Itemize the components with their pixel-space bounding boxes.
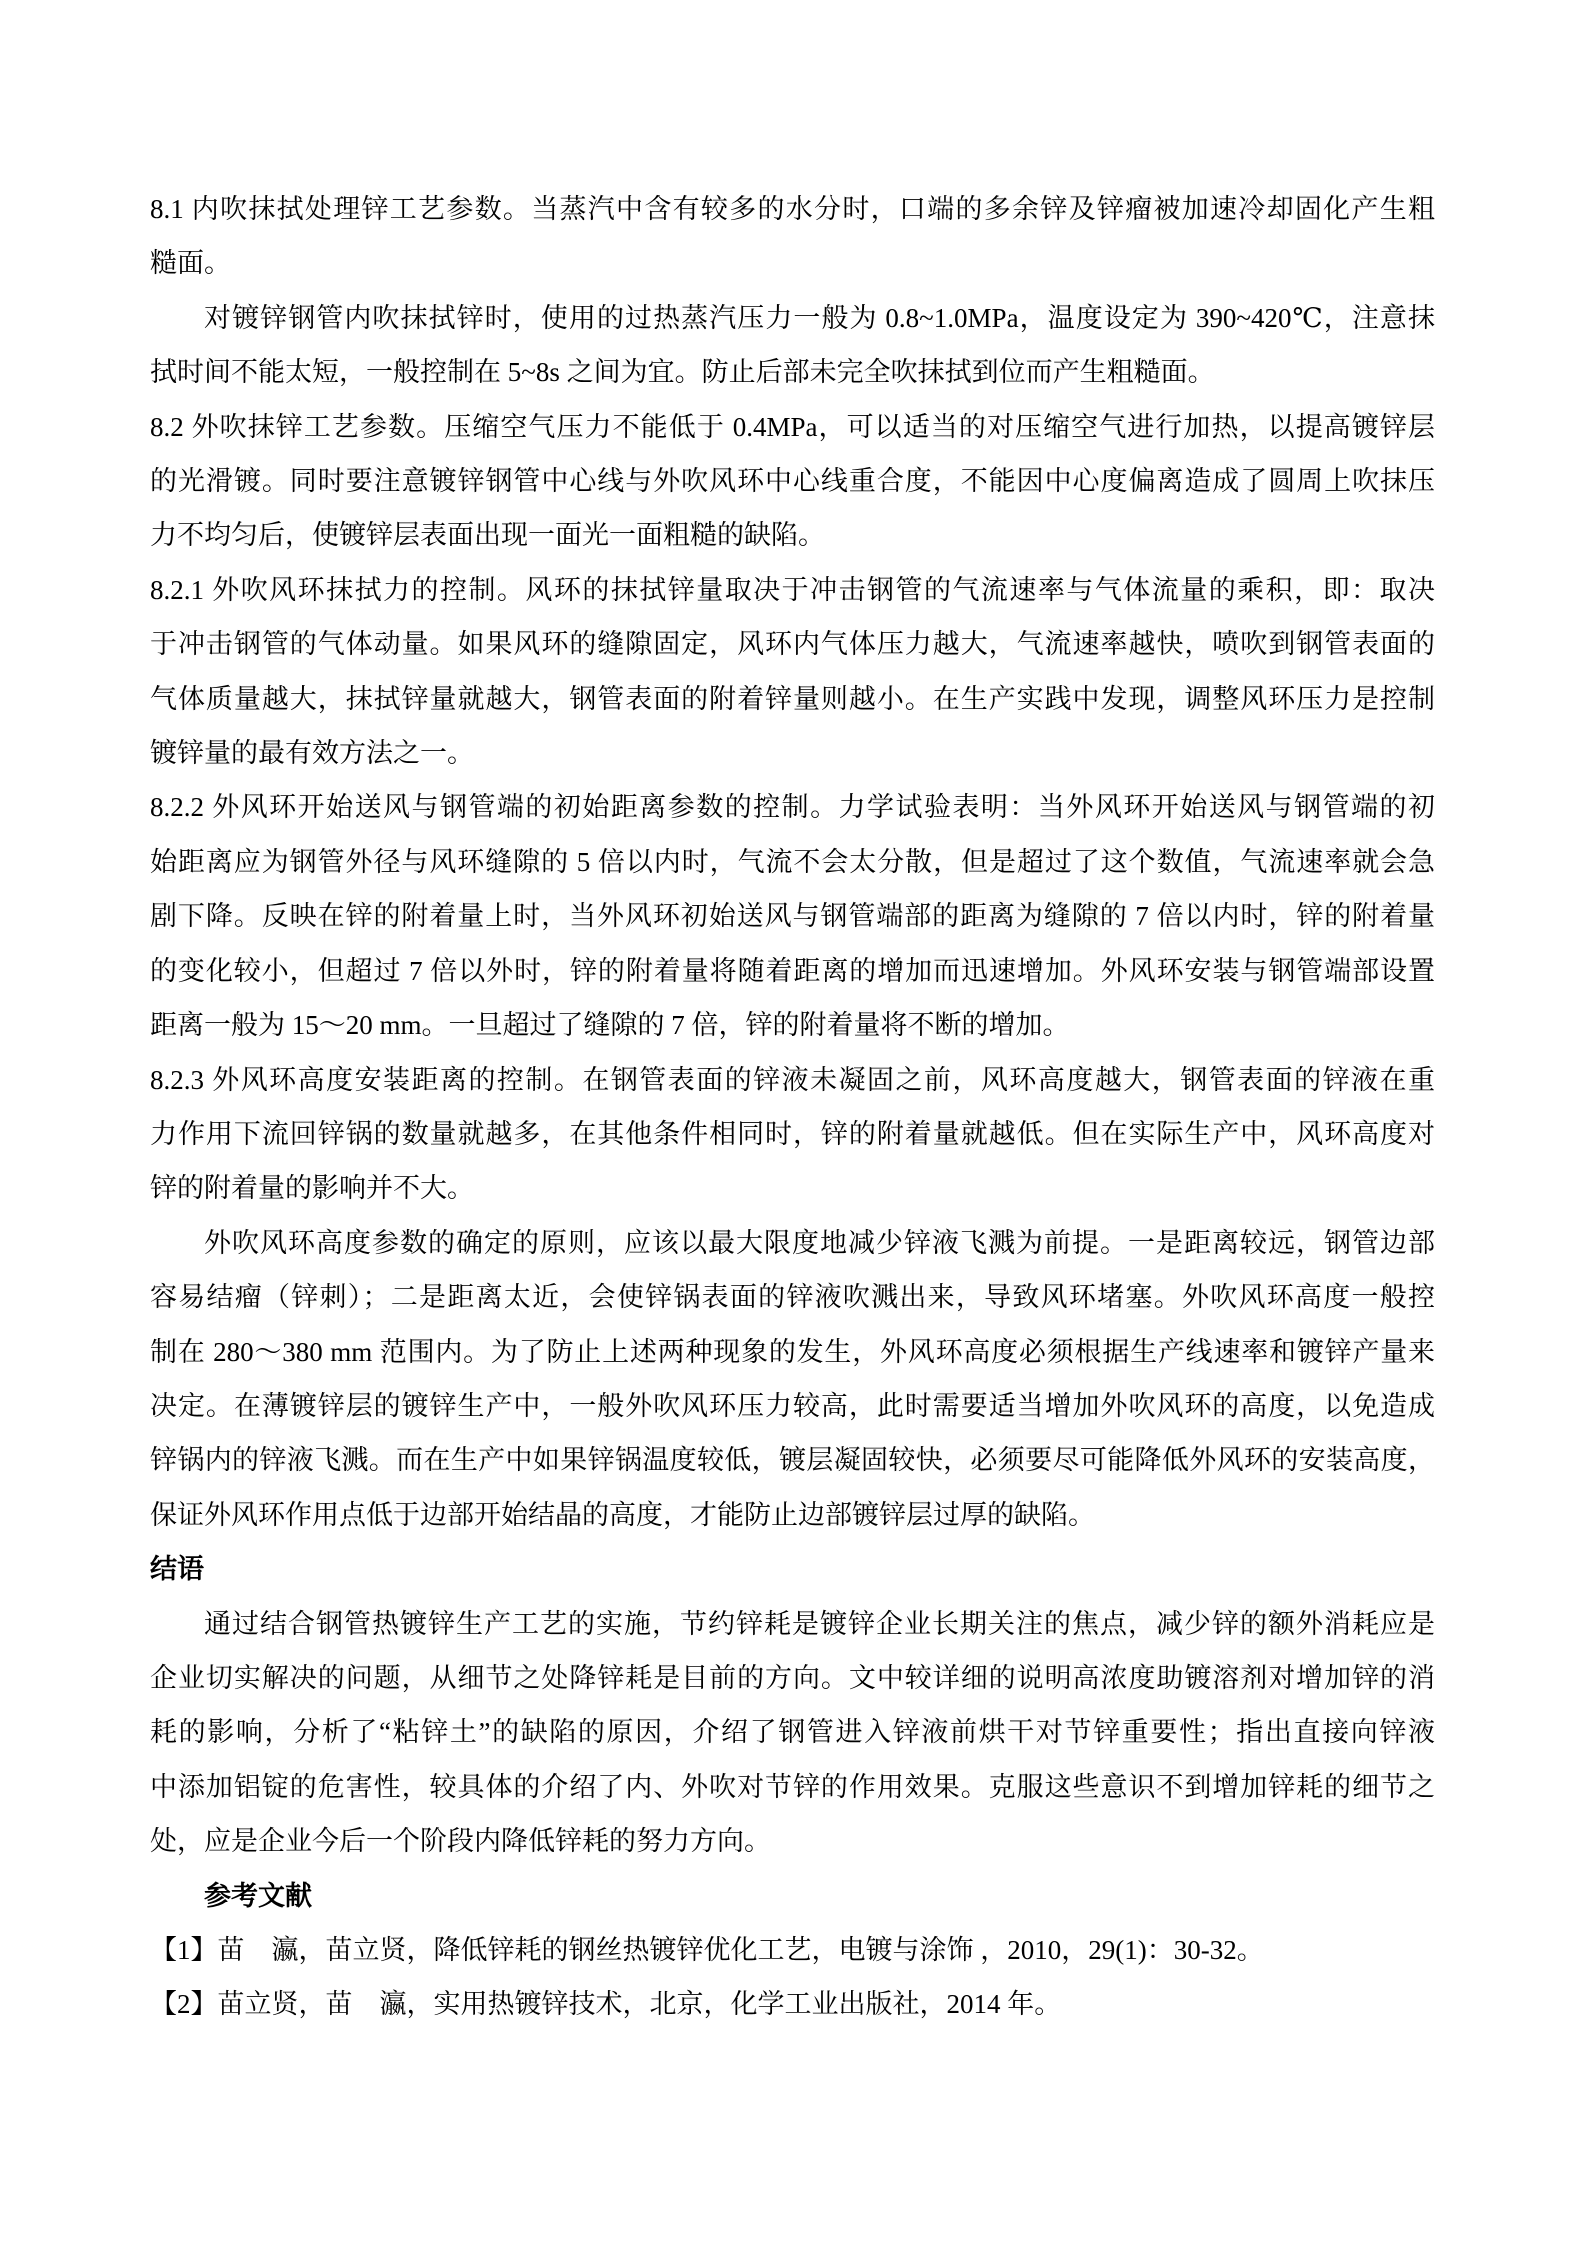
text-line: 容易结瘤（锌刺）；二是距离太近，会使锌锅表面的锌液吹溅出来，导致风环堵塞。外吹风环高度一般控 — [150, 1282, 1435, 1313]
section-heading: 结语 — [150, 1554, 204, 1585]
text-line: 中添加铝锭的危害性，较具体的介绍了内、外吹对节锌的作用效果。克服这些意识不到增加锌耗的细节之 — [150, 1771, 1435, 1802]
text-line: 剧下降。反映在锌的附着量上时，当外风环初始送风与钢管端部的距离为缝隙的 7 倍以内时，锌的附着量 — [150, 901, 1435, 932]
text-line: 【2】苗立贤，苗 瀛，实用热镀锌技术，北京，化学工业出版社，2014 年。 — [150, 1989, 1062, 2020]
text-line: 【1】苗 瀛，苗立贤，降低锌耗的钢丝热镀锌优化工艺，电镀与涂饰 ，2010，29(1)：30-32。 — [150, 1935, 1264, 1965]
text-line: 企业切实解决的问题，从细节之处降锌耗是目前的方向。文中较详细的说明高浓度助镀溶剂对增加锌的消 — [150, 1662, 1435, 1693]
text-line: 决定。在薄镀锌层的镀锌生产中，一般外吹风环压力较高，此时需要适当增加外吹风环的高度，以免造成 — [150, 1390, 1435, 1421]
text-line: 8.2.2 外风环开始送风与钢管端的初始距离参数的控制。力学试验表明：当外风环开始送风与钢管端的初 — [150, 792, 1435, 823]
text-line: 处，应是企业今后一个阶段内降低锌耗的努力方向。 — [150, 1826, 771, 1857]
text-line: 糙面。 — [150, 248, 231, 279]
text-line: 8.2.1 外吹风环抹拭力的控制。风环的抹拭锌量取决于冲击钢管的气流速率与气体流量的乘积，即：取决 — [150, 574, 1435, 605]
text-line: 8.2.3 外风环高度安装距离的控制。在钢管表面的锌液未凝固之前，风环高度越大，钢管表面的锌液在重 — [150, 1064, 1435, 1095]
text-line: 耗的影响，分析了“粘锌土”的缺陷的原因，介绍了钢管进入锌液前烘干对节锌重要性；指出直接向锌液 — [150, 1717, 1435, 1748]
text-line: 距离一般为 15～20 mm。一旦超过了缝隙的 7 倍，锌的附着量将不断的增加。 — [150, 1010, 1070, 1041]
text-line: 镀锌量的最有效方法之一。 — [150, 738, 474, 769]
text-line: 通过结合钢管热镀锌生产工艺的实施，节约锌耗是镀锌企业长期关注的焦点，减少锌的额外消耗应是 — [204, 1608, 1435, 1639]
text-line: 始距离应为钢管外径与风环缝隙的 5 倍以内时，气流不会太分散，但是超过了这个数值，气流速率就会急 — [150, 846, 1435, 877]
text-line: 8.2 外吹抹锌工艺参数。压缩空气压力不能低于 0.4MPa，可以适当的对压缩空气进行加热，以提高镀锌层 — [150, 411, 1435, 442]
text-line: 拭时间不能太短，一般控制在 5~8s 之间为宜。防止后部未完全吹抹拭到位而产生粗糙面。 — [150, 357, 1215, 388]
text-line: 对镀锌钢管内吹抹拭锌时，使用的过热蒸汽压力一般为 0.8~1.0MPa，温度设定为 390~420℃，注意抹 — [204, 302, 1435, 333]
text-line: 力作用下流回锌锅的数量就越多，在其他条件相同时，锌的附着量就越低。但在实际生产中，风环高度对 — [150, 1118, 1435, 1149]
text-line: 8.1 内吹抹拭处理锌工艺参数。当蒸汽中含有较多的水分时，口端的多余锌及锌瘤被加速冷却固化产生粗 — [150, 194, 1435, 224]
text-line: 的变化较小，但超过 7 倍以外时，锌的附着量将随着距离的增加而迅速增加。外风环安装与钢管端部设置 — [150, 955, 1435, 986]
text-line: 于冲击钢管的气体动量。如果风环的缝隙固定，风环内气体压力越大，气流速率越快，喷吹到钢管表面的 — [150, 629, 1435, 660]
text-line: 气体质量越大，抹拭锌量就越大，钢管表面的附着锌量则越小。在生产实践中发现，调整风环压力是控制 — [150, 683, 1435, 714]
text-line: 锌锅内的锌液飞溅。而在生产中如果锌锅温度较低，镀层凝固较快，必须要尽可能降低外风环的安装高度， — [150, 1445, 1435, 1476]
text-line: 保证外风环作用点低于边部开始结晶的高度，才能防止边部镀锌层过厚的缺陷。 — [150, 1499, 1095, 1530]
text-line: 锌的附着量的影响并不大。 — [150, 1173, 474, 1204]
text-line: 外吹风环高度参数的确定的原则，应该以最大限度地减少锌液飞溅为前提。一是距离较远，钢管边部 — [204, 1227, 1435, 1258]
text-line: 力不均匀后，使镀锌层表面出现一面光一面粗糙的缺陷。 — [150, 520, 825, 551]
text-line: 制在 280～380 mm 范围内。为了防止上述两种现象的发生，外风环高度必须根据生产线速率和镀锌产量来 — [150, 1336, 1435, 1367]
text-line: 的光滑镀。同时要注意镀锌钢管中心线与外吹风环中心线重合度，不能因中心度偏离造成了圆周上吹抹压 — [150, 466, 1435, 497]
section-heading: 参考文献 — [204, 1880, 312, 1911]
document-text-body — [150, 182, 1435, 2032]
